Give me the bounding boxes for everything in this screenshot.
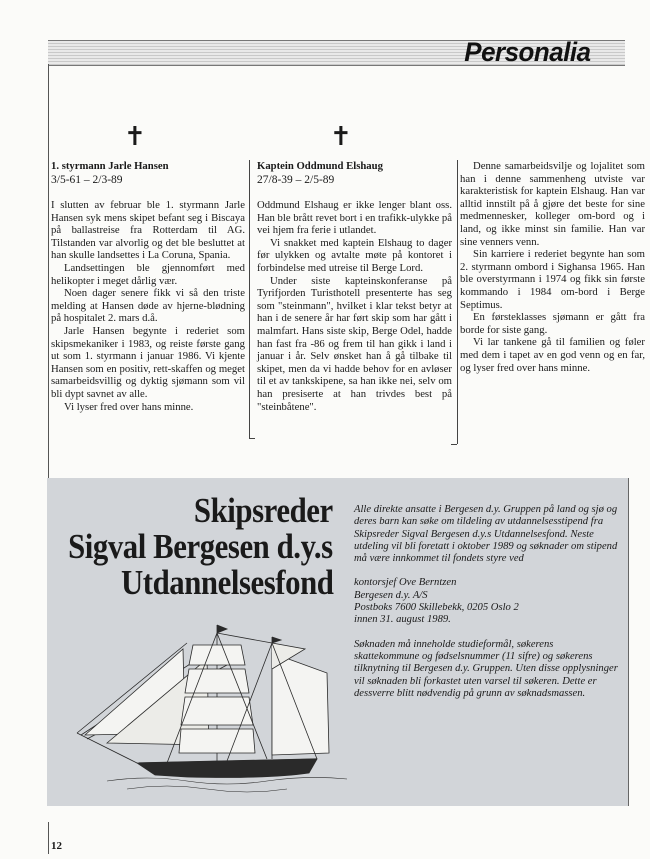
obituary-name: 1. styrmann Jarle Hansen xyxy=(51,160,169,172)
bottom-margin-rule xyxy=(48,822,49,854)
left-margin-rule xyxy=(48,64,49,482)
column-divider xyxy=(457,160,458,444)
paragraph: Vi lyser fred over hans minne. xyxy=(64,400,194,413)
ad-paragraph: Søknaden må inneholde studieformål, søkerens skattekommune og fødselsnummer (11 sifre) og søkerens tilknytning til Bergesen d.y. Gruppen. Uten disse opplysninger vil søknaden bli forkastet uten varsel til søkeren. Dette er dessverre blitt nødvendig på grunn av søknadsmassen. xyxy=(354,638,618,699)
ad-address-line: Postboks 7600 Skillebekk, 0205 Oslo 2 xyxy=(354,602,519,614)
column-divider-foot xyxy=(451,444,457,445)
obituary-column-2 xyxy=(257,160,452,413)
paragraph: I slutten av februar ble 1. styrmann Jarle Hansen syk mens skipet befant seg i Biscaya på ballastreise fra Rotterdam til AG. Tilstanden var alvorlig og det ble besluttet at han skulle landsettes i La Coruna, Spania. xyxy=(51,199,245,262)
ad-address-line: kontorsjef Ove Berntzen xyxy=(354,577,457,589)
obituary-name: Kaptein Oddmund Elshaug xyxy=(257,160,383,172)
column-divider xyxy=(249,160,250,438)
paragraph: Landsettingen ble gjennomført med helikopter i meget dårlig vær. xyxy=(51,261,245,287)
paragraph: Vi snakket med kaptein Elshaug to dager før ulykken og avtalte møte på kontoret i forbindelse med utreise til Berge Lord. xyxy=(257,236,452,274)
paragraph: Jarle Hansen begynte i rederiet som skipsmekaniker i 1983, og reiste første gang ut som 1. styrmann i januar 1986. Vi kjente Hansen som en positiv, rett-skaffen og meget samarbeidsvillig og dyktig sjømann som vil bli dypt savnet av alle. xyxy=(51,324,245,400)
column-divider-foot xyxy=(249,438,255,439)
paragraph: En førsteklasses sjømann er gått fra borde for siste gang. xyxy=(460,311,645,336)
ad-text-block xyxy=(354,504,619,700)
section-title: Personalia xyxy=(464,37,591,67)
ad-address-line: Bergesen d.y. A/S xyxy=(354,589,428,601)
page-number: 12 xyxy=(51,840,62,852)
obituary-column-3 xyxy=(460,160,645,374)
paragraph: Under siste kapteinskonferanse på Tyrifjorden Turisthotell presenterte has seg som "steinmann", hvilket i klar tekst betyr at han i de senere år har ført skip som har gått i malmfart. Hans siste skip, Berge Odel, hadde han fast fra -86 og frem til han gikk i land i januar i år. Selv ønsket han å gå tilbake til skipet, men da vi hadde behov for en avløser til et av tankskipene, sa han ikke nei, selv om han presiserte at han trivdes best på "steinbåtene". xyxy=(257,274,452,413)
ad-paragraph: Alle direkte ansatte i Bergesen d.y. Gruppen på land og sjø og deres barn kan søke om tildeling av utdannelsesstipend fra Skipsreder Sigval Bergesen d.y.s Utdannelsesfond. Neste utdeling vil bli foretatt i oktober 1989 og søknader om stipend må være innkommet til fondets styre ved xyxy=(354,504,618,565)
header-band xyxy=(48,37,625,67)
obituary-column-1 xyxy=(51,160,245,413)
obituary-dates: 3/5-61 – 2/3-89 xyxy=(51,174,123,186)
paragraph: Sin karriere i rederiet begynte han som 2. styrmann ombord i Sighansa 1965. Han ble overstyrmann i 1974 og fikk sin første kommando i 1984 om-bord i Berge Septimus. xyxy=(460,248,645,311)
paragraph: Vi lar tankene gå til familien og føler med dem i tapet av en god venn og en far, og lyser fred over hans minne. xyxy=(460,336,645,374)
ad-title-line: Skipsreder xyxy=(194,491,333,530)
cross-icon: ✝ xyxy=(124,122,146,152)
ad-address-line: innen 31. august 1989. xyxy=(354,614,451,626)
ad-title-line: Utdannelsesfond xyxy=(120,563,333,602)
ad-title-line: Sigval Bergesen d.y.s xyxy=(68,527,333,566)
paragraph: Noen dager senere fikk vi så den triste melding at Hansen døde av hjerne-blødning på hospitalet 2. mars d.å. xyxy=(51,287,245,325)
paragraph: Denne samarbeidsvilje og lojalitet som han i denne sammenheng utviste var karakteristisk for kaptein Elshaug. Han var alltid innstilt på å gjøre det beste for sine medmennesker, kolleger om-bord og i land, og ikke minst sin familie. Han var sine venners venn. xyxy=(460,160,645,248)
cross-icon: ✝ xyxy=(330,122,352,152)
scholarship-fund-ad xyxy=(47,478,629,806)
paragraph: Oddmund Elshaug er ikke lenger blant oss. Han ble brått revet bort i en trafikk-ulykke på vei hjem fra ferie i utlandet. xyxy=(257,199,452,237)
obituary-dates: 27/8-39 – 2/5-89 xyxy=(257,174,335,186)
sailing-ship-illustration xyxy=(67,613,367,803)
